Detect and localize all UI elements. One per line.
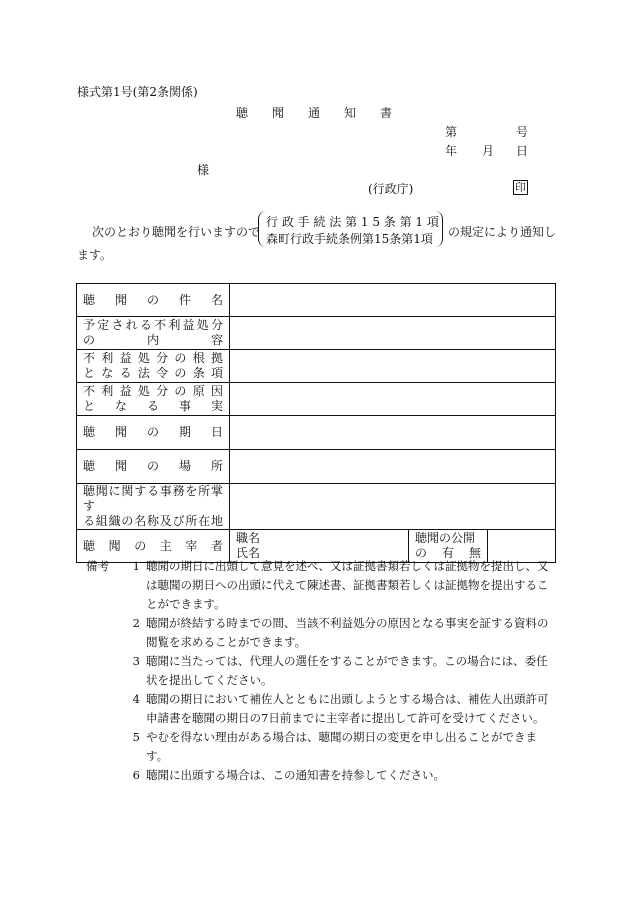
row-label-presider: 聴 聞 の 主 宰 者	[77, 530, 230, 563]
table-row	[77, 317, 556, 350]
value-cell	[230, 350, 556, 383]
table-row	[77, 450, 556, 484]
form-label: 様式第1号(第2条関係)	[77, 85, 198, 99]
table-row	[77, 484, 556, 530]
list-item: 5 やむを得ない理由がある場合は、聴聞の期日の変更を申し出ることができます。	[132, 730, 537, 763]
agency-label: (行政庁)	[368, 182, 414, 196]
list-item: 3 聴聞に当たっては、代理人の選任をすることができます。この場合には、委任状を提出してください。	[132, 654, 548, 687]
notes-section	[86, 557, 556, 785]
intro-law-1: 行 政 手 続 法 第 1 5 条 第 1 項	[266, 215, 439, 229]
date-month: 月	[482, 144, 495, 158]
table-row	[77, 284, 556, 317]
value-cell	[230, 284, 556, 317]
table-row	[77, 416, 556, 450]
hearing-table	[76, 283, 556, 563]
number-dai: 第	[445, 125, 458, 139]
document-title: 聴聞通知書	[236, 106, 417, 120]
presider-title-label: 職名	[236, 531, 261, 545]
table-row	[77, 350, 556, 383]
date-year: 年	[445, 144, 458, 158]
date-day: 日	[516, 144, 529, 158]
list-item: 備考 1 聴聞の期日に出頭して意見を述べ、又は証拠書類若しくは証拠物を提出し、又は聴聞の期日への出頭に代えて陳述書、証拠書類若しくは証拠物を提出することができます。	[86, 557, 556, 614]
row-label-organization: 聴聞に関する事務を所掌す る組織の名称及び所在地	[77, 484, 230, 530]
row-label-facts: 不利益処分の原因 と な る 事 実	[77, 383, 230, 416]
number-go: 号	[516, 125, 529, 139]
row-label-subject: 聴 聞 の 件 名	[77, 284, 230, 317]
row-label-place: 聴 聞 の 場 所	[77, 450, 230, 484]
value-cell	[230, 484, 556, 530]
presider-name-label: 氏名	[236, 546, 261, 560]
value-cell	[230, 317, 556, 350]
intro-law-2: 森町行政手続条例第15条第1項	[266, 232, 433, 246]
value-cell	[230, 450, 556, 484]
list-item: 2 聴聞が終結する時までの間、当該不利益処分の原因となる事実を証する資料の閲覧を求めることができます。	[132, 616, 549, 649]
intro-before: 次のとおり聴聞を行いますので	[92, 225, 261, 239]
row-label-date: 聴 聞 の 期 日	[77, 416, 230, 450]
intro-cont: ます。	[77, 248, 113, 262]
row-label-legal-basis: 不利益処分の根拠 となる法令の条項	[77, 350, 230, 383]
notes-head: 備考	[86, 559, 109, 573]
intro-after: の規定により通知し	[448, 225, 557, 239]
row-label-disposition: 予定される不利益処分 の 内 容	[77, 317, 230, 350]
list-item: 6 聴聞に出頭する場合は、この通知書を持参してください。	[132, 768, 445, 782]
addressee-suffix: 様	[197, 163, 210, 177]
public-label-cell: 聴聞の公開 の 有 無	[409, 530, 488, 563]
value-cell	[230, 416, 556, 450]
seal-mark: 印	[515, 181, 526, 194]
list-item: 4 聴聞の期日において補佐人とともに出頭しようとする場合は、補佐人出頭許可申請書を聴聞の期日の7日前までに主宰者に提出して許可を受けてください。	[132, 692, 549, 725]
value-cell	[230, 383, 556, 416]
table-row	[77, 383, 556, 416]
